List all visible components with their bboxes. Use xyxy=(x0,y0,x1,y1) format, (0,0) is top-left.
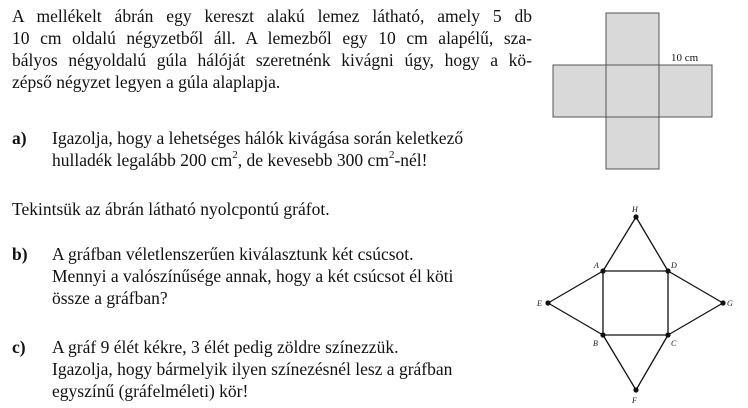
cross-top-square xyxy=(606,13,659,65)
question-c-line: Igazolja, hogy bármelyik ilyen színezésnél lesz a gráfban xyxy=(52,359,453,379)
question-c-line: A gráf 9 élét kékre, 3 élét pedig zöldre színezzük. xyxy=(52,337,399,357)
question-a-label: a) xyxy=(12,128,27,148)
question-b-label: b) xyxy=(12,244,28,264)
edge-E-B xyxy=(548,303,603,335)
edge-F-C xyxy=(636,335,668,390)
question-a-text xyxy=(52,127,463,171)
vertex-label-H: H xyxy=(632,205,638,214)
vertex-label-D: D xyxy=(671,261,677,270)
intro-line: zépső négyzet legyen a gúla alaplapja. xyxy=(12,72,281,92)
question-b-line: össze a gráfban? xyxy=(52,288,168,308)
vertex-label-C: C xyxy=(671,339,677,348)
question-a-text-part: hulladék legalább 200 cm xyxy=(52,150,233,170)
question-b-line: A gráfban véletlenszerűen kiválasztunk két csúcsot. xyxy=(52,244,414,264)
graph-intro: Tekintsük az ábrán látható nyolcpontú gráfot. xyxy=(12,199,330,219)
edge-H-A xyxy=(603,217,636,271)
cross-right-square xyxy=(659,65,712,117)
question-a-line xyxy=(52,149,463,171)
vertex-H xyxy=(633,214,638,219)
superscript: 2 xyxy=(232,149,238,162)
question-a-text-part: , de kevesebb 300 cm xyxy=(237,150,389,170)
intro-line: bályos négyoldalú gúla hálóját szeretnénk kivágni úgy, hogy a kö- xyxy=(12,50,532,70)
intro-line: 10 cm oldalú négyzetből áll. A lemezből egy 10 cm alapélű, sza- xyxy=(12,28,532,48)
vertex-G xyxy=(720,300,725,305)
edge-E-A xyxy=(548,271,603,303)
vertex-label-F: F xyxy=(632,396,637,405)
vertex-A xyxy=(600,268,605,273)
question-b-line: Mennyi a valószínűsége annak, hogy a két csúcsot él köti xyxy=(52,266,454,286)
vertex-B xyxy=(600,332,605,337)
vertex-label-G: G xyxy=(727,299,733,308)
edge-G-D xyxy=(668,271,723,303)
question-a-line: Igazolja, hogy a lehetséges hálók kivágása során keletkező xyxy=(52,128,464,148)
vertex-label-E: E xyxy=(537,299,542,308)
cross-bottom-square xyxy=(606,117,659,169)
question-c-label: c) xyxy=(12,337,26,357)
cross-center-square xyxy=(606,65,659,117)
vertex-label-A: A xyxy=(594,261,599,270)
intro-line: A mellékelt ábrán egy kereszt alakú lemez látható, amely 5 db xyxy=(12,6,532,26)
vertex-D xyxy=(665,268,670,273)
cross-dimension-label: 10 cm xyxy=(671,52,699,64)
edge-H-D xyxy=(636,217,668,271)
edge-F-B xyxy=(603,335,636,390)
vertex-C xyxy=(665,332,670,337)
cross-left-square xyxy=(553,65,606,117)
question-b-text xyxy=(52,243,453,309)
question-c-text xyxy=(52,336,452,402)
vertex-F xyxy=(633,387,638,392)
vertex-label-B: B xyxy=(593,339,598,348)
intro-paragraph xyxy=(12,5,532,93)
vertex-E xyxy=(545,300,550,305)
question-a-text-part: -nél! xyxy=(394,150,428,170)
edge-G-C xyxy=(668,303,723,335)
superscript: 2 xyxy=(388,149,395,162)
question-c-line: egyszínű (gráfelméleti) kör! xyxy=(52,381,249,401)
